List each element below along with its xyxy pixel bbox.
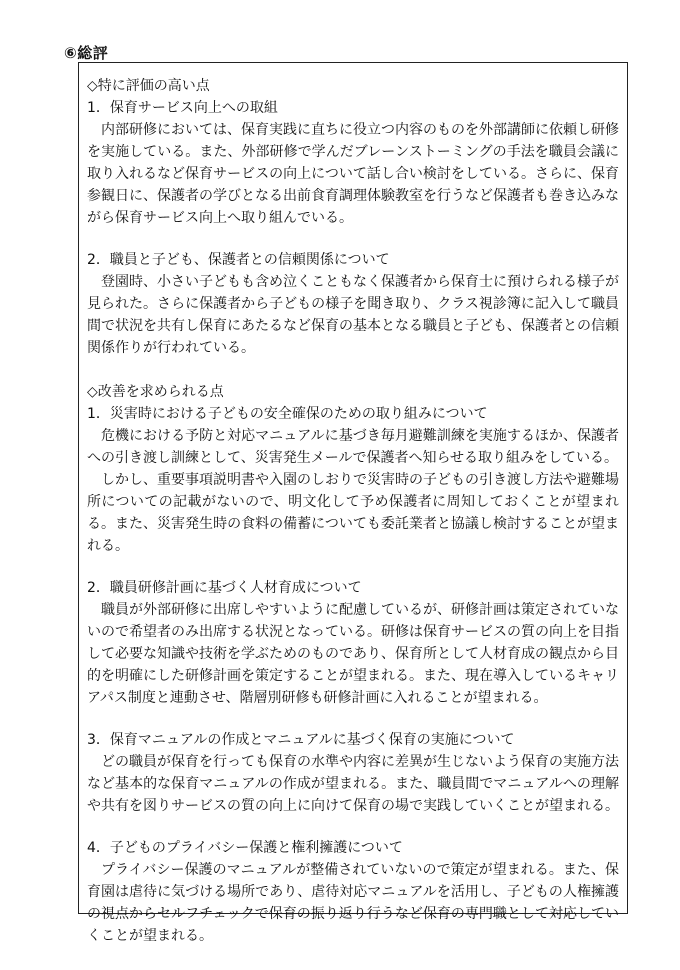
- evaluation-frame: [78, 62, 628, 944]
- improve-item-2-paragraph: 職員が外部研修に出席しやすいように配慮しているが、研修計画は策定されていないので希望者のみ出席する状況となっている。研修は保育サービスの質の向上を目指して必要な知識や技術を学ぶためのものであり、保育所として人材育成の観点から目的を明確にした研修計画を策定することが望まれる。また、現在導入しているキャリアパス制度と連動させ、階層別研修も研修計画に入れることが望まれる。: [87, 602, 619, 706]
- high-item-1-paragraph: 内部研修においては、保育実践に直ちに役立つ内容のものを外部講師に依頼し研修を実施している。また、外部研修で学んだブレーンストーミングの手法を職員会議に取り入れるなど保育サービスの向上について話し合い検討をしている。さらに、保育参観日に、保護者の学びとなる出前食育調理体験教室を行うなど保護者も巻き込みながら保育サービス向上へ取り組んでいる。: [87, 122, 619, 226]
- improve-points-heading: ◇改善を求められる点: [87, 384, 224, 400]
- improve-item-2-title: 2．職員研修計画に基づく人材育成について: [87, 580, 362, 596]
- improve-item-4-paragraph: プライバシー保護のマニュアルが整備されていないので策定が望まれる。また、保育園は虐待に気づける場所であり、虐待対応マニュアルを活用し、子どもの人権擁護の視点からセルフチェックで保育の振り返り行うなど保育の専門職として対応していくことが望まれる。: [87, 862, 619, 944]
- improve-item-4-title: 4．子どものプライバシー保護と権利擁護について: [87, 840, 403, 856]
- improve-item-3-title: 3．保育マニュアルの作成とマニュアルに基づく保育の実施について: [87, 732, 515, 748]
- improve-item-1-paragraph-2: しかし、重要事項説明書や入園のしおりで災害時の子どもの引き渡し方法や避難場所についての記載がないので、明文化して予め保護者に周知しておくことが望まれる。また、災害発生時の食料の備蓄についても委託業者と協議し検討することが望まれる。: [87, 472, 619, 554]
- improve-item-1-title: 1．災害時における子どもの安全確保のための取り組みについて: [87, 406, 488, 422]
- high-points-heading: ◇特に評価の高い点: [87, 78, 210, 94]
- high-item-1-title: 1．保育サービス向上への取組: [87, 100, 278, 116]
- section-title: ⑥総評: [64, 44, 109, 62]
- high-item-2-paragraph: 登園時、小さい子どもも含め泣くこともなく保護者から保育士に預けられる様子が見られた。さらに保護者から子どもの様子を聞き取り、クラス視診簿に記入して職員間で状況を共有し保育にあたるなど保育の基本となる職員と子ども、保護者との信頼関係作りが行われている。: [87, 274, 619, 356]
- improve-item-3-paragraph: どの職員が保育を行っても保育の水準や内容に差異が生じないよう保育の実施方法など基本的な保育マニュアルの作成が望まれる。また、職員間でマニュアルへの理解や共有を図りサービスの質の向上に向けて保育の場で実践していくことが望まれる。: [87, 754, 619, 814]
- improve-item-1-paragraph-1: 危機における予防と対応マニュアルに基づき毎月避難訓練を実施するほか、保護者への引き渡し訓練として、災害発生メールで保護者へ知らせる取り組みをしている。: [87, 428, 619, 466]
- high-item-2-title: 2．職員と子ども、保護者との信頼関係について: [87, 252, 390, 268]
